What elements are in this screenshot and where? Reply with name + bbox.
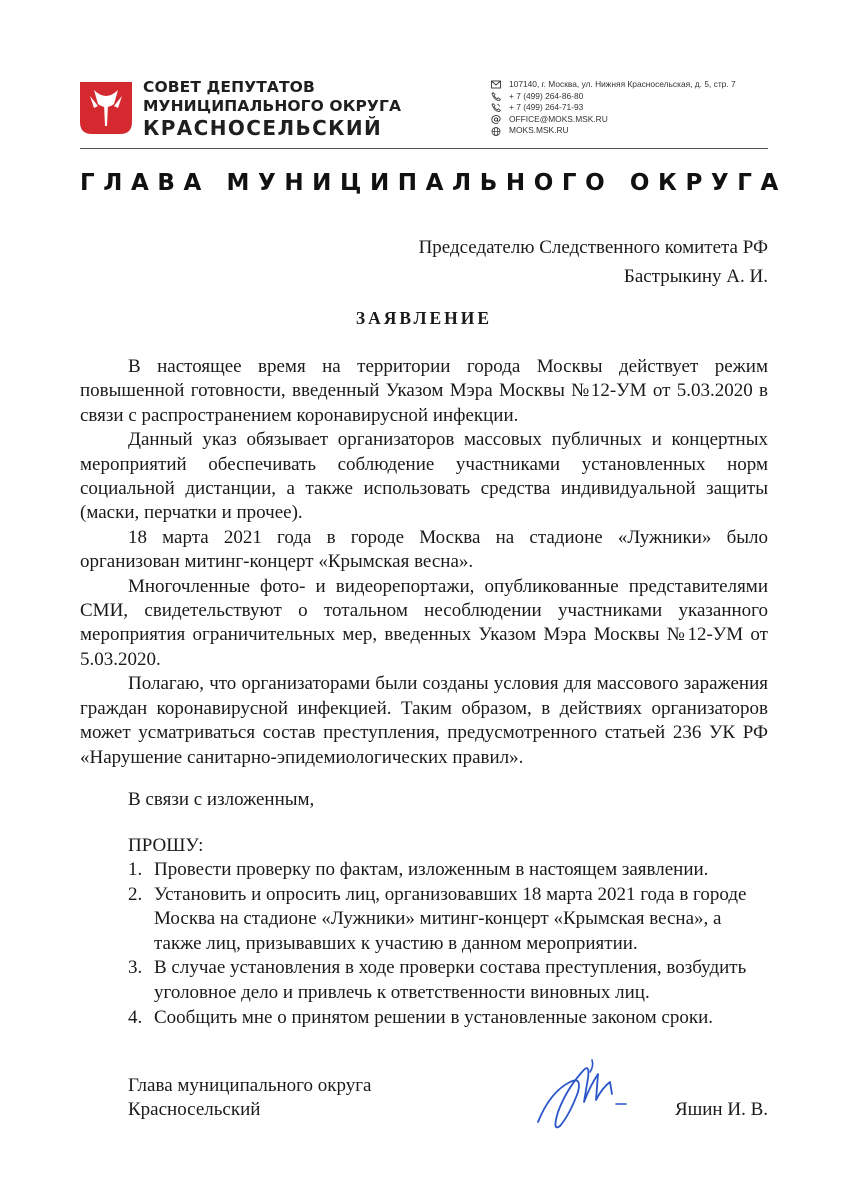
contact-website (490, 125, 736, 137)
addressee-line-2: Бастрыкину А. И. (623, 266, 768, 287)
contact-phone-2 (490, 102, 736, 114)
request-item (80, 1006, 770, 1031)
request-item (80, 858, 770, 883)
handwritten-signature (530, 1052, 650, 1132)
website-link[interactable]: MOKS.MSK.RU (509, 125, 569, 136)
request-number: 2. (128, 883, 143, 905)
post-title: ГЛАВА МУНИЦИПАЛЬНОГО ОКРУГА (80, 170, 787, 196)
paragraph-2: Данный указ обязывает организаторов массовых публичных и концертных мероприятий обеспечивать соблюдение участниками установленных норм социальной дистанции, а также использовать средства индивидуальной защиты (маски, перчатки и прочее). (80, 429, 768, 524)
request-text: В случае установления в ходе проверки состава преступления, возбудить уголовное дело и привлечь к ответственности виновных лиц. (154, 957, 747, 1003)
contact-block (490, 79, 736, 137)
globe-icon (490, 126, 502, 137)
organization-name (143, 78, 401, 140)
request-list (80, 858, 770, 1030)
envelope-icon (490, 79, 502, 90)
contact-phone-1 (490, 91, 736, 103)
request-text: Сообщить мне о принятом решении в установленные законом сроки. (154, 1006, 714, 1028)
paragraph-1: В настоящее время на территории города Москвы действует режим повышенной готовности, введенный Указом Мэра Москвы №12-УМ от 5.03.2020 в связи с распространением коронавирусной инфекции. (80, 356, 768, 426)
statement-body (80, 355, 768, 770)
request-number: 1. (128, 859, 143, 880)
closing-phrase: В связи с изложенным, (128, 789, 315, 810)
address-text: 107140, г. Москва, ул. Нижняя Красносельская, д. 5, стр. 7 (509, 79, 736, 89)
paragraph-5: Полагаю, что организаторами были созданы условия для массового заражения граждан коронавирусной инфекцией. Таким образом, в действиях организаторов может усматриваться состав преступления, предусмотренного статьей 236 УК РФ «Нарушение санитарно-эпидемиологических правил». (80, 673, 768, 768)
signatory-title-line-2: Красносельский (128, 1099, 261, 1120)
request-text: Установить и опросить лиц, организовавших 18 марта 2021 года в городе Москва на стадионе «Лужники» митинг-концерт «Крымская весна», а также лиц, призывавших к участию в данном мероприятии. (154, 883, 747, 954)
fax-icon (490, 102, 502, 113)
contact-address (490, 79, 736, 91)
contact-email (490, 114, 736, 126)
request-label: ПРОШУ: (128, 835, 204, 856)
email-link[interactable]: OFFICE@MOKS.MSK.RU (509, 113, 608, 124)
signatory-name: Яшин И. В. (674, 1099, 768, 1120)
document-title: ЗАЯВЛЕНИЕ (355, 308, 493, 328)
org-line-1: СОВЕТ ДЕПУТАТОВ (143, 78, 315, 96)
org-line-3: КРАСНОСЕЛЬСКИЙ (143, 116, 383, 140)
paragraph-4: Многочленные фото- и видеорепортажи, опубликованные представителями СМИ, свидетельствуют о тотальном несоблюдении участниками указанного мероприятия ограничительных мер, введенных Указом Мэра Москвы №12-УМ от 5.03.2020. (80, 575, 768, 670)
signatory-title (128, 1074, 371, 1122)
addressee-line-1: Председателю Следственного комитета РФ (418, 237, 768, 258)
request-item (80, 956, 770, 1005)
request-item (80, 883, 770, 957)
addressee-block (419, 233, 768, 291)
at-sign-icon (490, 114, 502, 125)
request-text: Провести проверку по фактам, изложенным в настоящем заявлении. (154, 859, 709, 880)
request-number: 3. (128, 957, 143, 979)
signatory-title-line-1: Глава муниципального округа (128, 1075, 372, 1096)
phone-1-text: + 7 (499) 264-86-80 (509, 90, 584, 101)
emblem-logo (80, 82, 132, 134)
header-divider (80, 148, 768, 149)
phone-icon (490, 91, 502, 102)
org-line-2: МУНИЦИПАЛЬНОГО ОКРУГА (143, 97, 402, 115)
phone-2-text: + 7 (499) 264-71-93 (509, 102, 584, 113)
request-number: 4. (128, 1006, 143, 1028)
paragraph-3: 18 марта 2021 года в городе Москва на стадионе «Лужники» было организован митинг-концерт «Крымская весна». (80, 526, 768, 573)
